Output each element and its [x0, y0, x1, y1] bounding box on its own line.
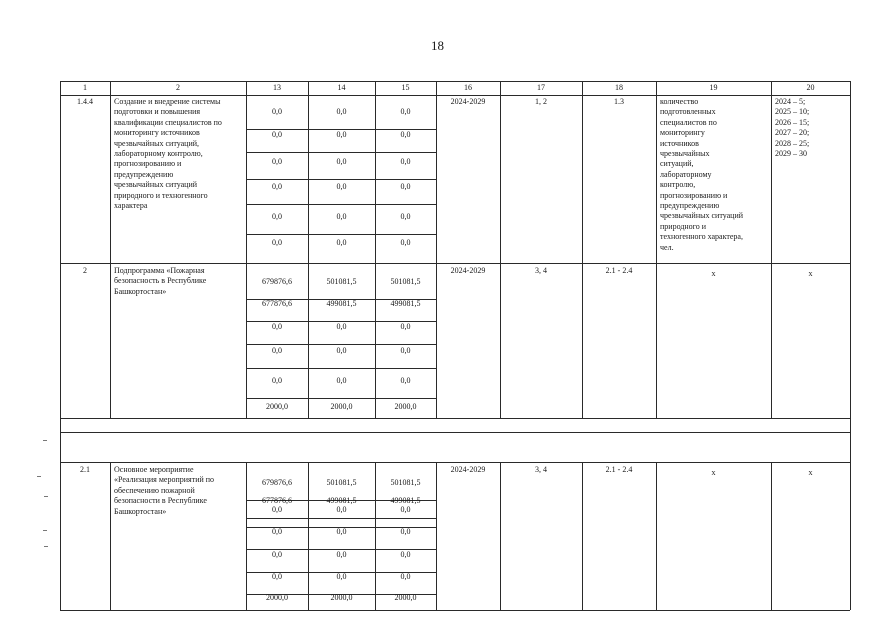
- column-header: 19: [709, 83, 718, 92]
- indicator-value-line: 2027 – 20;: [775, 128, 810, 138]
- indicator-value-cell: x: [808, 269, 813, 278]
- indicator-value-line: 2028 – 25;: [775, 138, 810, 148]
- indicator-value-line: 2025 – 10;: [775, 107, 810, 117]
- indicator-value-line: 2024 – 5;: [775, 97, 806, 106]
- row-name-line: Создание и внедрение системы: [114, 97, 221, 106]
- amount-cell: 0,0: [272, 527, 282, 536]
- amount-cell: 0,0: [336, 238, 347, 247]
- subrow-divider: [246, 368, 436, 369]
- amount-cell: 0,0: [336, 572, 347, 581]
- amount-cell: 0,0: [272, 157, 282, 166]
- amount-cell: 0,0: [400, 130, 411, 139]
- amount-cell: 2000,0: [330, 402, 353, 411]
- amount-cell: 0,0: [400, 238, 411, 247]
- row-name-line: Подпрограмма «Пожарная: [114, 266, 205, 275]
- amount-cell: 501081,5: [390, 478, 421, 487]
- subrow-divider: [246, 518, 436, 519]
- separator-border: [60, 432, 850, 433]
- amount-cell: 0,0: [272, 130, 282, 139]
- row-name-line: безопасности в Республике: [114, 496, 207, 506]
- amount-cell: 0,0: [400, 346, 411, 355]
- indicator-name-line: контролю,: [660, 180, 696, 190]
- indicator-name-line: подготовленных: [660, 107, 716, 117]
- indicator-name-line: природного и: [660, 221, 707, 231]
- column-divider: [582, 81, 583, 418]
- indicator-name-line: специалистов по: [660, 117, 717, 127]
- column-divider: [436, 462, 437, 610]
- indicator-name-line: источников: [660, 138, 699, 148]
- column-header: 15: [401, 83, 410, 92]
- amount-cell: 2000,0: [266, 402, 288, 411]
- column-divider: [771, 81, 772, 418]
- column-divider: [656, 81, 657, 418]
- table-top-border: [60, 81, 850, 82]
- amount-cell: 0,0: [400, 527, 411, 536]
- amount-cell: 0,0: [272, 572, 282, 581]
- amount-cell: 2000,0: [266, 593, 288, 602]
- column-header: 17: [537, 83, 545, 92]
- row-name-line: характера: [114, 201, 148, 210]
- row-name-line: Башкортостан»: [114, 286, 167, 296]
- subrow-divider: [246, 344, 436, 345]
- row-name-line: прогнозированию и: [114, 159, 182, 169]
- table-bottom-border: [60, 610, 850, 611]
- indicator-name-cell: x: [711, 269, 716, 278]
- amount-cell: 0,0: [272, 182, 282, 191]
- column-divider: [436, 81, 437, 418]
- row-number: 2.1: [80, 465, 90, 474]
- row-name-line: квалификации специалистов по: [114, 117, 222, 127]
- amount-cell: 0,0: [336, 182, 347, 191]
- amount-cell: 0,0: [400, 505, 411, 514]
- column-header: 20: [806, 83, 815, 92]
- amount-cell: 0,0: [272, 346, 282, 355]
- amount-cell: 0,0: [400, 107, 411, 116]
- indicator-name-line: количество: [660, 97, 699, 106]
- indicator-value-cell: x: [808, 468, 813, 477]
- amount-cell: 679876,6: [262, 277, 292, 286]
- amount-cell: 2000,0: [394, 593, 417, 602]
- amount-cell: 0,0: [336, 527, 347, 536]
- period-cell: 2024-2029: [450, 97, 486, 106]
- amount-cell: 499081,5: [390, 496, 421, 505]
- column-divider: [110, 81, 111, 418]
- amount-cell: 499081,5: [326, 496, 357, 505]
- column-header: 16: [464, 83, 472, 92]
- amount-cell: 0,0: [400, 322, 411, 331]
- amount-cell: 0,0: [272, 238, 282, 247]
- indicator-name-line: техногенного характера,: [660, 232, 743, 242]
- column-divider: [771, 462, 772, 610]
- amount-cell: 0,0: [272, 505, 282, 514]
- row-name-line: Основное мероприятие: [114, 465, 194, 474]
- column-header: 14: [337, 83, 346, 92]
- amount-cell: 2000,0: [394, 402, 417, 411]
- row-name-line: безопасность в Республике: [114, 276, 207, 286]
- row-name-line: Башкортостан»: [114, 506, 167, 516]
- amount-cell: 0,0: [336, 107, 347, 116]
- amount-cell: 0,0: [336, 157, 347, 166]
- page-number: 18: [431, 38, 444, 53]
- indicator-name-line: чрезвычайных: [660, 149, 710, 158]
- amount-cell: 0,0: [400, 376, 411, 385]
- amount-cell: 679876,6: [262, 478, 292, 487]
- row-name-line: чрезвычайных ситуаций: [114, 180, 198, 190]
- table-outer-border: [850, 418, 851, 462]
- column-header: 18: [615, 83, 623, 92]
- table-outer-border: [850, 81, 851, 418]
- row-name-line: подготовки и повышения: [114, 107, 201, 117]
- amount-cell: 0,0: [336, 322, 347, 331]
- column-divider: [110, 462, 111, 610]
- table-outer-border: [60, 462, 61, 610]
- scan-speck: [43, 440, 47, 441]
- table-outer-border: [850, 462, 851, 610]
- row-name-line: мониторингу источников: [114, 128, 200, 138]
- indicator-name-cell: x: [711, 468, 716, 477]
- amount-cell: 501081,5: [326, 478, 357, 487]
- indicator-name-line: ситуаций,: [660, 159, 694, 169]
- row-name-line: обеспечению пожарной: [114, 485, 195, 495]
- amount-cell: 501081,5: [326, 277, 357, 286]
- amount-cell: 0,0: [336, 505, 347, 514]
- row-number: 1.4.4: [77, 97, 93, 106]
- goal-cell: 3, 4: [535, 266, 547, 275]
- amount-cell: 0,0: [272, 107, 282, 116]
- column-divider: [500, 462, 501, 610]
- subrow-divider: [246, 398, 436, 399]
- amount-cell: 0,0: [400, 572, 411, 581]
- indicator-ref-cell: 2.1 - 2.4: [605, 266, 633, 275]
- amount-cell: 0,0: [272, 376, 282, 385]
- scan-speck: [44, 496, 48, 497]
- row-border: [60, 95, 850, 96]
- amount-cell: 0,0: [336, 376, 347, 385]
- column-divider: [656, 462, 657, 610]
- amount-cell: 0,0: [272, 322, 282, 331]
- amount-cell: 499081,5: [326, 299, 357, 308]
- row-number: 2: [83, 266, 87, 275]
- subrow-divider: [246, 152, 436, 153]
- row-border: [60, 263, 850, 264]
- amount-cell: 0,0: [400, 212, 411, 221]
- amount-cell: 2000,0: [330, 593, 353, 602]
- indicator-name-line: чел.: [660, 242, 674, 252]
- table-outer-border: [60, 81, 61, 418]
- amount-cell: 0,0: [336, 346, 347, 355]
- row-name-line: предупреждению: [114, 169, 174, 179]
- scan-speck: [44, 546, 48, 547]
- indicator-name-line: предупреждению: [660, 201, 720, 210]
- subrow-divider: [246, 204, 436, 205]
- amount-cell: 0,0: [336, 550, 347, 559]
- column-header: 1: [83, 83, 87, 92]
- period-cell: 2024-2029: [450, 266, 486, 275]
- indicator-name-line: лабораторному: [660, 169, 712, 179]
- indicator-name-line: мониторингу: [660, 128, 705, 138]
- row-border: [60, 462, 850, 463]
- row-name-line: чрезвычайных ситуаций,: [114, 138, 200, 148]
- goal-cell: 3, 4: [535, 465, 547, 474]
- table-outer-border: [60, 418, 61, 462]
- indicator-ref-cell: 2.1 - 2.4: [605, 465, 633, 474]
- column-header: 2: [176, 83, 180, 92]
- indicator-value-line: 2029 – 30: [775, 149, 807, 158]
- scan-speck: [43, 530, 47, 531]
- period-cell: 2024-2029: [450, 465, 486, 474]
- amount-cell: 677876,6: [262, 299, 292, 308]
- subrow-divider: [246, 179, 436, 180]
- amount-cell: 0,0: [336, 130, 347, 139]
- column-divider: [582, 462, 583, 610]
- row-name-line: «Реализация мероприятий по: [114, 475, 215, 485]
- amount-cell: 0,0: [400, 550, 411, 559]
- scan-speck: [37, 476, 41, 477]
- amount-cell: 499081,5: [390, 299, 421, 308]
- amount-cell: 0,0: [400, 157, 411, 166]
- amount-cell: 677876,6: [262, 496, 292, 505]
- row-border: [60, 418, 850, 419]
- indicator-name-line: чрезвычайных ситуаций: [660, 211, 744, 221]
- goal-cell: 1, 2: [535, 97, 547, 106]
- row-name-line: лабораторному контролю,: [114, 149, 203, 158]
- subrow-divider: [246, 234, 436, 235]
- amount-cell: 501081,5: [390, 277, 421, 286]
- amount-cell: 0,0: [336, 212, 347, 221]
- amount-cell: 0,0: [400, 182, 411, 191]
- amount-cell: 0,0: [272, 550, 282, 559]
- indicator-ref-cell: 1.3: [614, 97, 624, 106]
- column-divider: [500, 81, 501, 418]
- column-header: 13: [273, 83, 281, 92]
- amount-cell: 0,0: [272, 212, 282, 221]
- indicator-value-line: 2026 – 15;: [775, 117, 810, 127]
- row-name-line: природного и техногенного: [114, 190, 208, 200]
- indicator-name-line: прогнозированию и: [660, 190, 728, 200]
